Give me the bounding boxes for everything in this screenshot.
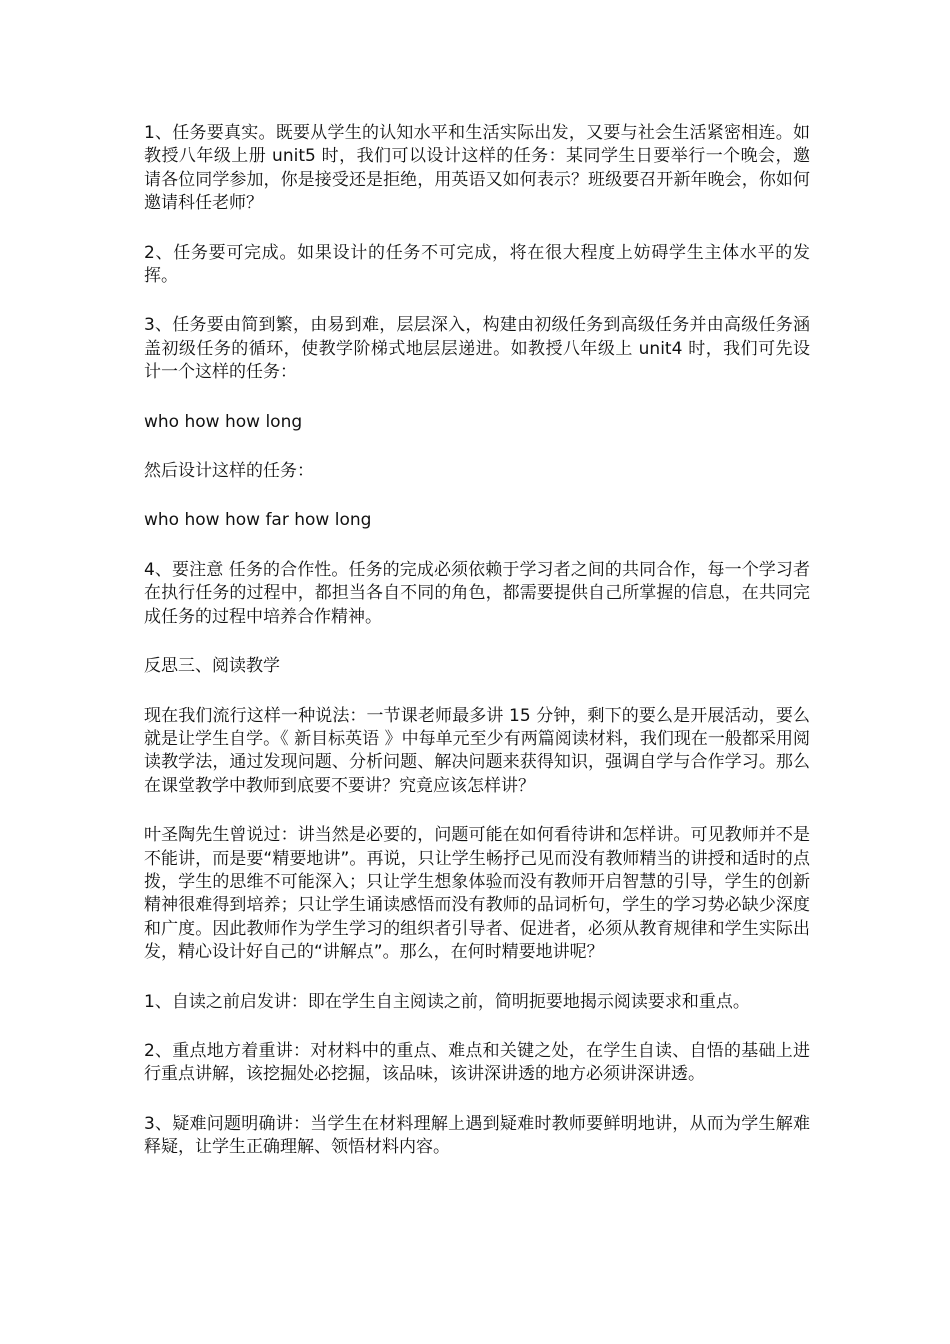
section-heading-reading: 反思三、阅读教学 [144,656,280,677]
document-body [144,122,810,1186]
paragraph-reading-intro: 现在我们流行这样一种说法：一节课老师最多讲 15 分钟，剩下的要么是开展活动，要么就是让学生自学。《 新目标英语 》中每单元至少有两篇阅读材料，我们现在一般都采用阅读教学法，通过发现问题、分析问题、解决问题来获得知识，强调自学与合作学习。那么在课堂教学中教师到底要不要讲？究竟应该怎样讲？ [144,705,810,796]
paragraph-example-two: who how how far how long [144,510,372,531]
paragraph-point-three: 3、疑难问题明确讲：当学生在材料理解上遇到疑难时教师要鲜明地讲，从而为学生解难释疑，让学生正确理解、领悟材料内容。 [144,1113,810,1158]
paragraph-then-design: 然后设计这样的任务： [144,461,314,482]
paragraph-example-one: who how how long [144,411,303,432]
paragraph-task-authentic: 1、任务要真实。既要从学生的认知水平和生活实际出发，又要与社会生活紧密相连。如教授八年级上册 unit5 时，我们可以设计这样的任务：某同学生日要举行一个晚会，邀请各位同学参加，你是接受还是拒绝，用英语又如何表示？班级要召开新年晚会，你如何邀请科任老师？ [144,123,810,214]
paragraph-task-progressive: 3、任务要由简到繁，由易到难，层层深入，构建由初级任务到高级任务并由高级任务涵盖初级任务的循环，使教学阶梯式地层层递进。如教授八年级上 unit4 时，我们可先设计一个这样的任务： [144,315,810,383]
paragraph-task-cooperative: 4、要注意 任务的合作性。任务的完成必须依赖于学习者之间的共同合作，每一个学习者在执行任务的过程中，都担当各自不同的角色，都需要提供自己所掌握的信息，在共同完成任务的过程中培养合作精神。 [144,559,810,627]
paragraph-point-two: 2、重点地方着重讲：对材料中的重点、难点和关键之处，在学生自读、自悟的基础上进行重点讲解，该挖掘处必挖掘，该品味，该讲深讲透的地方必须讲深讲透。 [144,1040,810,1085]
paragraph-task-achievable: 2、任务要可完成。如果设计的任务不可完成，将在很大程度上妨碍学生主体水平的发挥。 [144,242,810,287]
paragraph-ye-shengtao: 叶圣陶先生曾说过：讲当然是必要的，问题可能在如何看待讲和怎样讲。可见教师并不是不能讲，而是要“精要地讲”。再说，只让学生畅抒己见而没有教师精当的讲授和适时的点拨，学生的思维不可能深入；只让学生想象体验而没有教师开启智慧的引导，学生的创新精神很难得到培养；只让学生诵读感悟而没有教师的品词析句，学生的学习势必缺少深度和广度。因此教师作为学生学习的组织者引导者、促进者，必须从教育规律和学生实际出发，精心设计好自己的“讲解点”。那么，在何时精要地讲呢？ [144,825,810,963]
paragraph-point-one: 1、自读之前启发讲：即在学生自主阅读之前，简明扼要地揭示阅读要求和重点。 [144,991,750,1012]
